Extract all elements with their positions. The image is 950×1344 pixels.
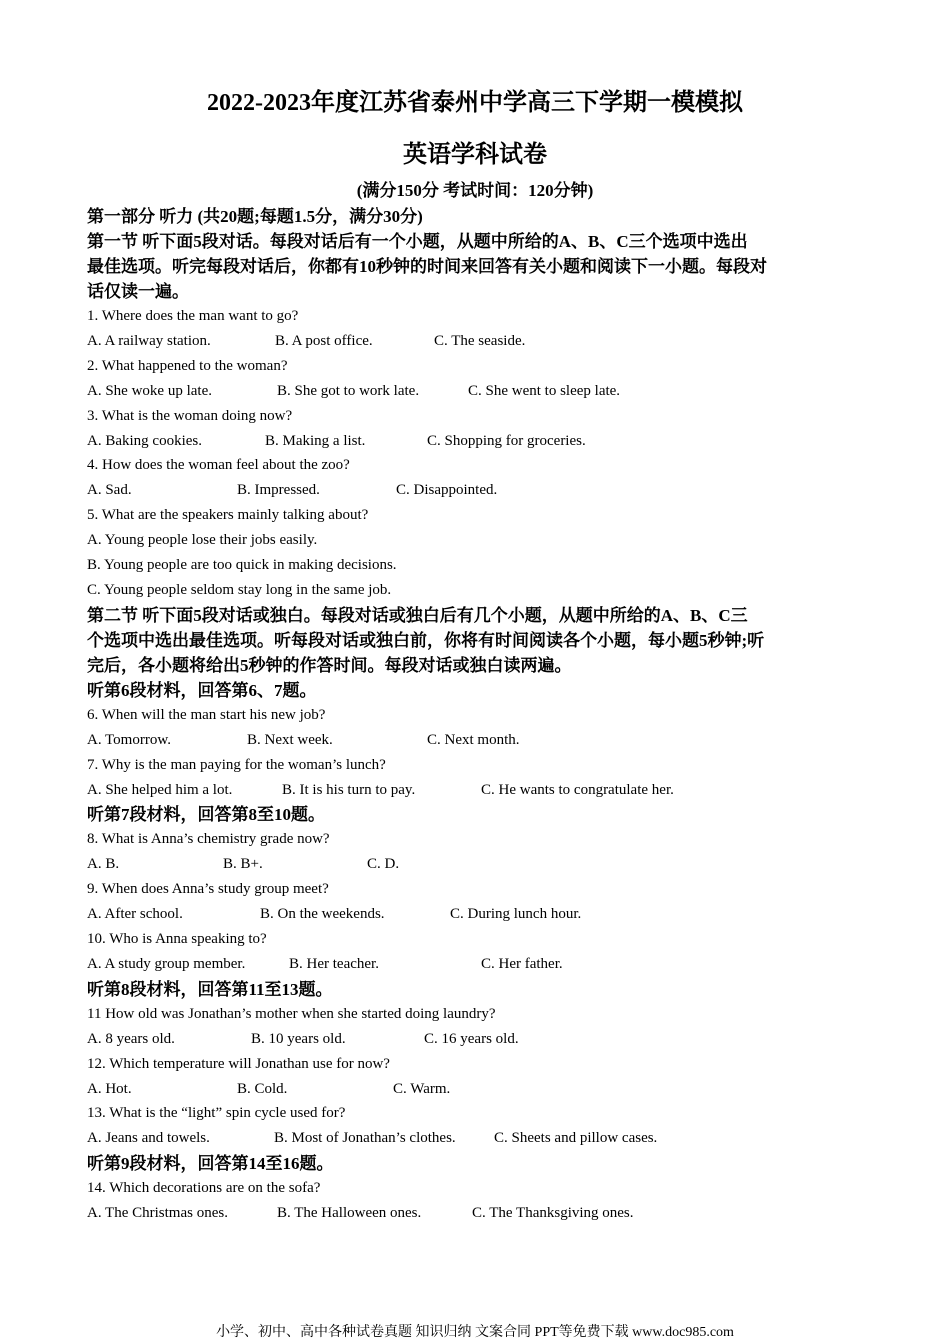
question-2: 2. What happened to the woman? <box>87 357 288 374</box>
option-a: A. A study group member. <box>87 955 246 972</box>
question-14-options <box>87 1201 867 1226</box>
question-12-options <box>87 1077 867 1102</box>
option-c: C. He wants to congratulate her. <box>481 781 674 798</box>
option-a: A. A railway station. <box>87 332 211 349</box>
option-b: B. Making a list. <box>265 432 366 449</box>
question-6-options <box>87 728 867 753</box>
question-6: 6. When will the man start his new job? <box>87 706 326 723</box>
question-11-options <box>87 1027 867 1052</box>
question-7: 7. Why is the man paying for the woman’s lunch? <box>87 756 386 773</box>
option-c: C. Shopping for groceries. <box>427 432 586 449</box>
option-b: B. B+. <box>223 856 263 873</box>
option-b: B. Impressed. <box>237 482 320 499</box>
question-3: 3. What is the woman doing now? <box>87 407 293 424</box>
option-c: C. D. <box>367 856 400 873</box>
question-9: 9. When does Anna’s study group meet? <box>87 881 329 898</box>
option-b: B. Young people are too quick in making decisions. <box>87 557 397 573</box>
section2-instructions-line2: 个选项中选出最佳选项。听每段对话或独白前，你将有时间阅读各个小题，每小题5秒钟;听 <box>87 630 765 650</box>
option-a: A. Tomorrow. <box>87 731 171 748</box>
section2-instructions-line1: 第二节 听下面5段对话或独白。每段对话或独白后有几个小题，从题中所给的A、B、C三 <box>87 605 748 625</box>
option-b: B. Cold. <box>237 1080 288 1097</box>
option-c: C. Sheets and pillow cases. <box>494 1130 658 1147</box>
option-c: C. The Thanksgiving ones. <box>472 1205 634 1222</box>
option-c: C. The seaside. <box>434 332 526 349</box>
option-c: C. Disappointed. <box>396 482 498 499</box>
question-4: 4. How does the woman feel about the zoo? <box>87 457 350 474</box>
option-a: A. After school. <box>87 906 183 923</box>
question-8: 8. What is Anna’s chemistry grade now? <box>87 831 330 848</box>
option-a: A. She helped him a lot. <box>87 781 233 798</box>
option-c: C. Warm. <box>393 1080 451 1097</box>
option-a: A. Young people lose their jobs easily. <box>87 532 318 549</box>
option-a: A. Sad. <box>87 482 132 499</box>
option-a: A. Hot. <box>87 1080 132 1097</box>
exam-title: 2022-2023年度江苏省泰州中学高三下学期一模模拟 <box>207 90 743 116</box>
section1-instructions-line1: 第一节 听下面5段对话。每段对话后有一个小题，从题中所给的A、B、C三个选项中选出 <box>87 232 748 251</box>
question-8-options <box>87 852 867 877</box>
question-3-options <box>87 429 867 454</box>
question-14: 14. Which decorations are on the sofa? <box>87 1180 321 1197</box>
option-b: B. The Halloween ones. <box>277 1205 422 1222</box>
option-c: C. Her father. <box>481 955 563 972</box>
option-c: C. During lunch hour. <box>450 906 582 923</box>
option-c: C. 16 years old. <box>424 1030 519 1047</box>
question-12: 12. Which temperature will Jonathan use for now? <box>87 1055 390 1072</box>
exam-content <box>87 204 867 1226</box>
option-b: B. 10 years old. <box>251 1030 346 1047</box>
option-b: B. On the weekends. <box>260 906 385 923</box>
section1-instructions-line2: 最佳选项。听完每段对话后，你都有10秒钟的时间来回答有关小题和阅读下一小题。每段对 <box>87 257 767 276</box>
option-b: B. She got to work late. <box>277 382 420 399</box>
question-9-options <box>87 902 867 927</box>
question-2-options <box>87 379 867 404</box>
question-10-options <box>87 952 867 977</box>
page-footer: 小学、初中、高中各种试卷真题 知识归纳 文案合同 PPT等免费下载 www.doc985.com <box>216 1325 734 1340</box>
exam-subject-title: 英语学科试卷 <box>403 142 547 168</box>
exam-score-time: (满分150分 考试时间：120分钟) <box>356 181 594 200</box>
question-1-options <box>87 329 867 354</box>
material-6-heading: 听第6段材料，回答第6、7题。 <box>87 680 317 700</box>
question-11: 11 How old was Jonathan’s mother when she started doing laundry? <box>87 1005 496 1022</box>
question-10: 10. Who is Anna speaking to? <box>87 931 267 947</box>
option-a: A. Baking cookies. <box>87 432 202 449</box>
material-7-heading: 听第7段材料，回答第8至10题。 <box>87 805 325 825</box>
material-8-heading: 听第8段材料，回答第11至13题。 <box>87 979 333 999</box>
option-c: C. Next month. <box>427 731 520 748</box>
option-a: A. B. <box>87 856 120 873</box>
option-b: B. A post office. <box>275 332 373 349</box>
option-a: A. She woke up late. <box>87 382 212 399</box>
question-4-options <box>87 478 867 503</box>
question-13: 13. What is the “light” spin cycle used for? <box>87 1105 346 1122</box>
option-b: B. Her teacher. <box>289 955 379 972</box>
option-b: B. It is his turn to pay. <box>282 781 416 798</box>
option-a: A. The Christmas ones. <box>87 1205 228 1222</box>
section1-instructions-line3: 话仅读一遍。 <box>87 282 189 301</box>
option-b: B. Next week. <box>247 731 333 748</box>
section2-instructions-line3: 完后，各小题将给出5秒钟的作答时间。每段对话或独白读两遍。 <box>87 655 572 675</box>
material-9-heading: 听第9段材料，回答第14至16题。 <box>87 1154 334 1174</box>
option-a: A. Jeans and towels. <box>87 1130 210 1147</box>
question-13-options <box>87 1126 867 1151</box>
option-b: B. Most of Jonathan’s clothes. <box>274 1130 456 1147</box>
question-1: 1. Where does the man want to go? <box>87 308 299 324</box>
option-c: C. Young people seldom stay long in the same job. <box>87 581 392 598</box>
option-c: C. She went to sleep late. <box>468 382 621 399</box>
question-5: 5. What are the speakers mainly talking about? <box>87 507 369 524</box>
option-a: A. 8 years old. <box>87 1030 175 1047</box>
question-7-options <box>87 778 867 803</box>
part1-heading: 第一部分 听力 (共20题;每题1.5分，满分30分) <box>87 207 423 226</box>
